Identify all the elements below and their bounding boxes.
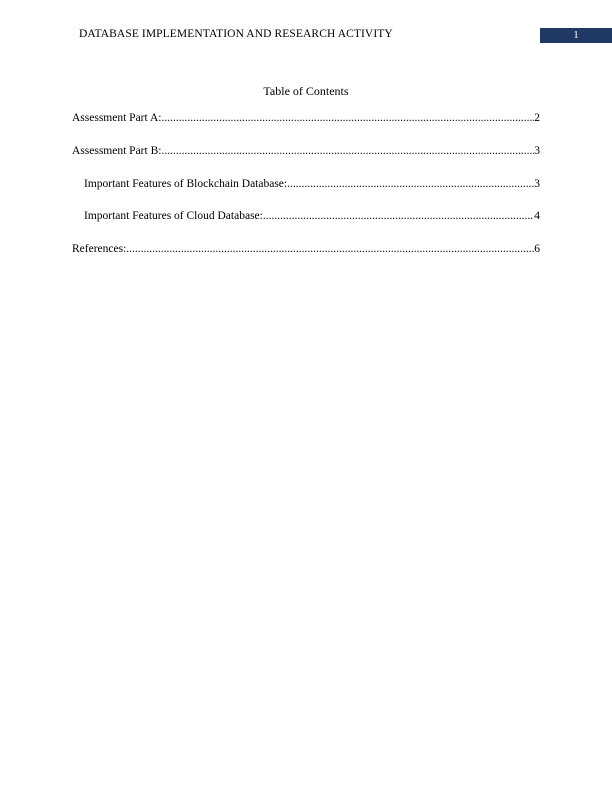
toc-entry-label: References: [72, 243, 127, 255]
toc-entry-blockchain-features[interactable] [84, 177, 540, 192]
toc-entry-page: 2 [534, 112, 540, 124]
running-header-title: DATABASE IMPLEMENTATION AND RESEARCH ACTIVITY [79, 28, 393, 40]
toc-entry-label: Assessment Part A: [72, 112, 162, 124]
toc-entry-page: 3 [534, 178, 540, 190]
toc-dot-leader [126, 242, 534, 257]
toc-entry-label: Important Features of Blockchain Database: [84, 178, 288, 190]
toc-entry-label: Assessment Part B: [72, 145, 162, 157]
toc-entry-label: Important Features of Cloud Database: [84, 210, 263, 222]
toc-entry-cloud-features[interactable] [84, 209, 540, 224]
toc-heading: Table of Contents [263, 84, 349, 98]
page-number: 1 [573, 29, 579, 41]
toc-entry-assessment-part-b[interactable] [72, 144, 540, 159]
toc-dot-leader [263, 209, 534, 224]
toc-entry-page: 6 [534, 243, 540, 255]
page-number-badge [540, 28, 612, 43]
toc-entry-assessment-part-a[interactable] [72, 111, 540, 126]
toc-dot-leader [161, 144, 534, 159]
toc-entry-page: 3 [534, 145, 540, 157]
toc-entry-page: 4 [534, 210, 540, 222]
toc-entry-references[interactable] [72, 242, 540, 257]
toc-dot-leader [161, 111, 534, 126]
toc-dot-leader [287, 177, 534, 192]
